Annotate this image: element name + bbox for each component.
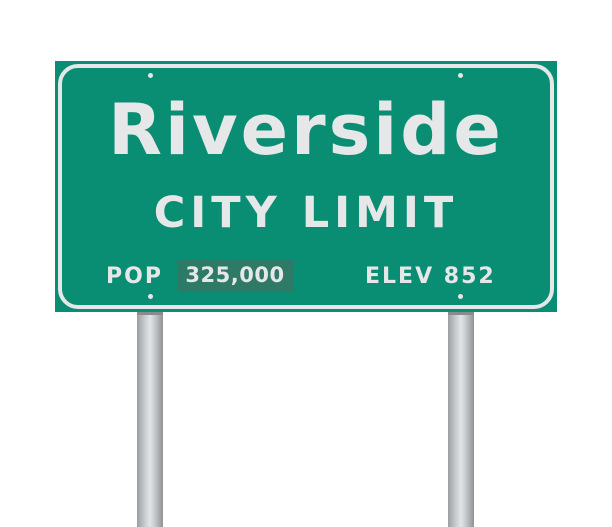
elevation-label: ELEV: [365, 264, 435, 289]
bolt-top-left: [148, 73, 153, 78]
bolt-top-right: [458, 73, 463, 78]
city-limit-text: CITY LIMIT: [153, 188, 459, 238]
population-value: 325,000: [177, 260, 293, 291]
elevation: [365, 262, 496, 292]
bolt-bottom-left: [148, 294, 153, 299]
bolt-bottom-right: [458, 294, 463, 299]
elevation-value: 852: [443, 264, 496, 289]
population-label: POP: [106, 264, 163, 289]
sign-post-left: [137, 300, 163, 527]
sign-post-right: [448, 300, 474, 527]
city-name: Riverside: [108, 89, 504, 171]
